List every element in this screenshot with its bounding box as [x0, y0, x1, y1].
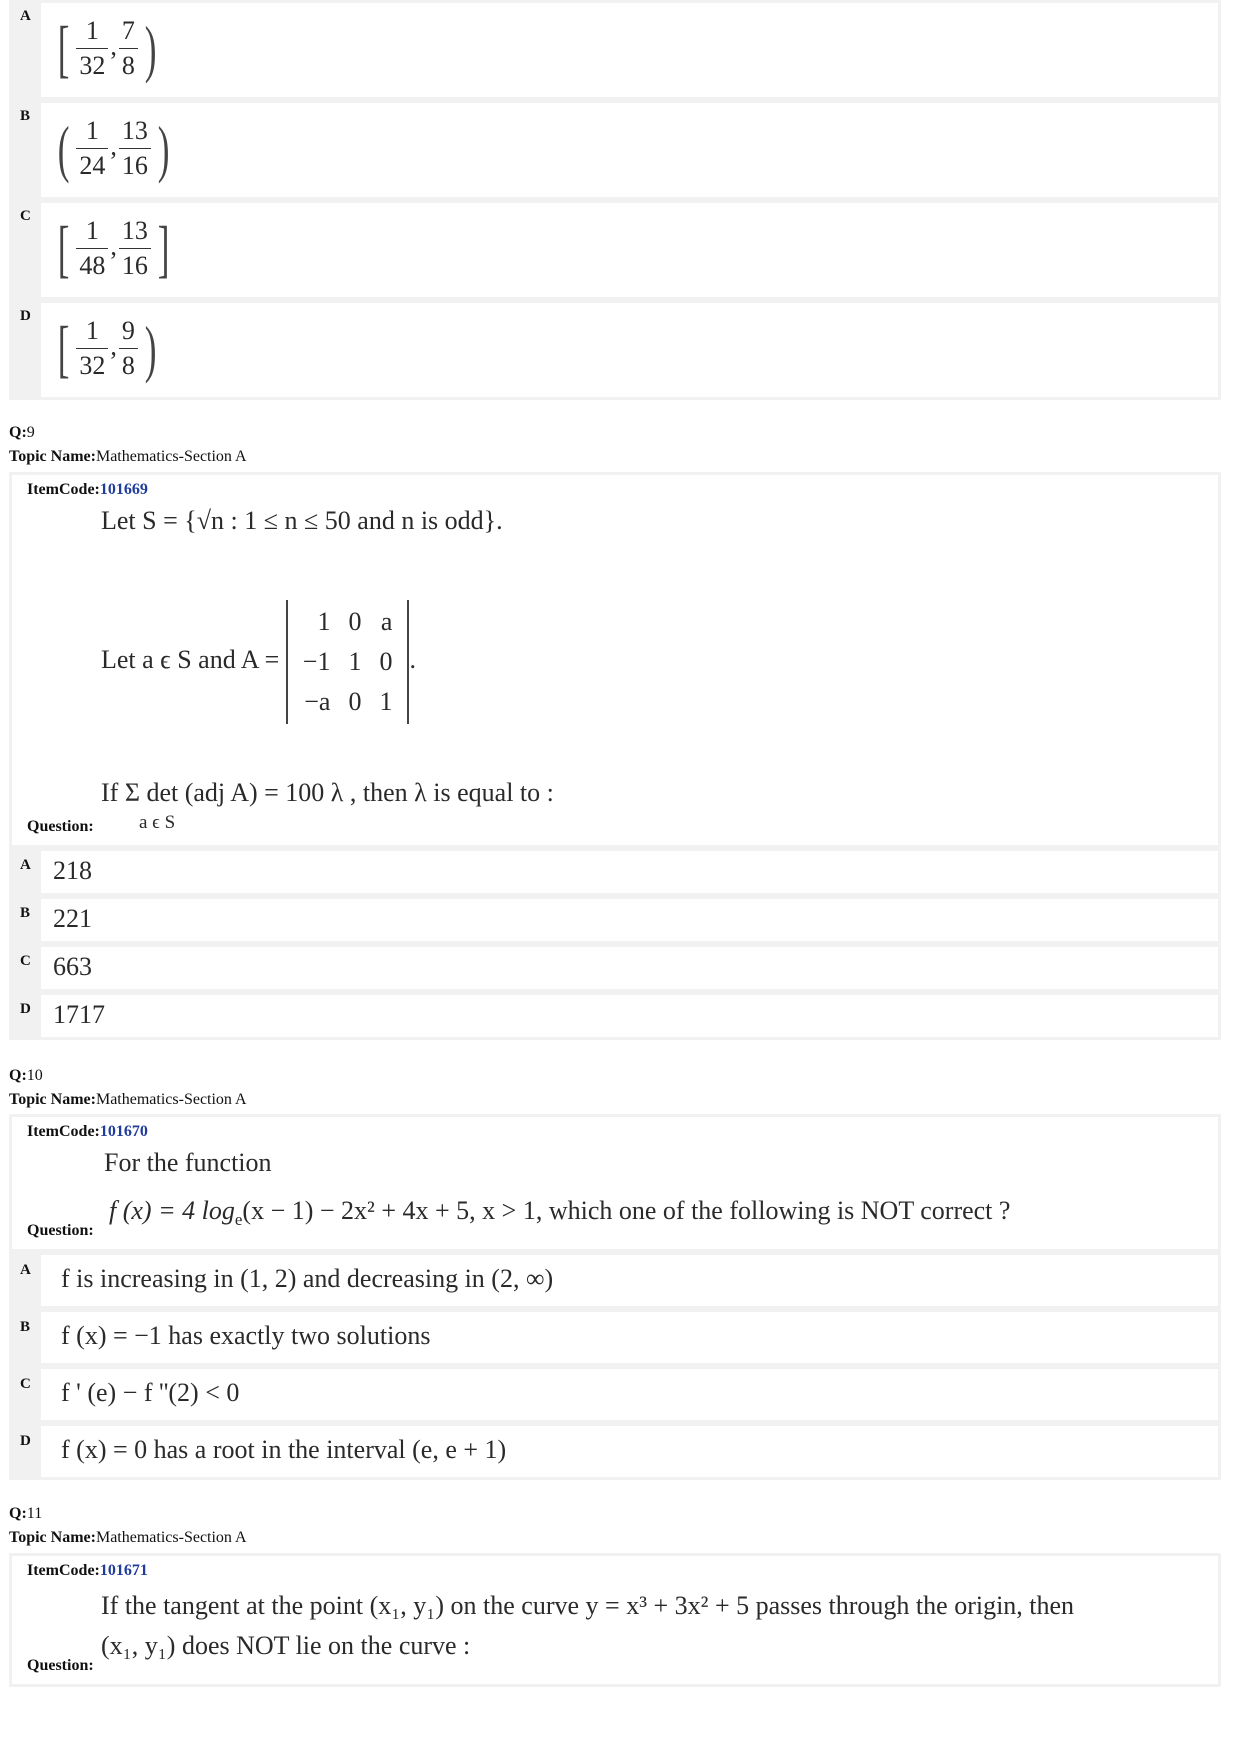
item-code: ItemCode:101670 — [27, 1123, 148, 1140]
q8-options — [9, 0, 1221, 400]
question-stem-line: f (x) = 4 $\log_e(x - 1) - 2x^2 + 4x + 5$, x > 1, which one of the following is NOT correct ? — [109, 1196, 1011, 1230]
question-number: Q:10 — [9, 1067, 43, 1084]
option-b[interactable]: B 221 — [9, 896, 1221, 944]
question-stem-line: (x₁, y₁) does NOT lie on the curve : — [101, 1631, 471, 1660]
matrix-a: 1 0 a −1 1 0 −a 0 1 — [286, 600, 410, 724]
option-a[interactable] — [9, 0, 1221, 100]
question-stem-line: Let S = {√n : 1 ≤ n ≤ 50 and n is odd}. — [101, 506, 503, 535]
option-letter: B — [20, 108, 31, 124]
q9-options — [9, 848, 1221, 1040]
question-label: Question: — [27, 1222, 94, 1239]
option-a[interactable]: A f is increasing in (1, 2) and decreasing in (2, ∞) — [9, 1252, 1221, 1309]
item-code: ItemCode:101671 — [27, 1562, 148, 1579]
q10-options — [9, 1252, 1221, 1480]
topic-name: Topic Name:Mathematics-Section A — [9, 1529, 247, 1546]
question-stem-line: If the tangent at the point (x₁, y₁) on the curve y = x³ + 3x² + 5 passes through the origin, then — [101, 1591, 1075, 1620]
option-a[interactable]: A 218 — [9, 848, 1221, 896]
topic-name: Topic Name:Mathematics-Section A — [9, 1091, 247, 1108]
sum-subscript: a ϵ S — [139, 812, 176, 833]
question-box — [9, 1114, 1221, 1252]
question-box — [9, 1553, 1221, 1687]
option-b[interactable] — [9, 100, 1221, 200]
option-d[interactable]: D f (x) = 0 has a root in the interval (e, e + 1) — [9, 1423, 1221, 1480]
option-letter: C — [20, 208, 31, 224]
question-stem-line: If Σ det (adj A) = 100 λ , then λ is equal to : — [101, 778, 554, 807]
option-c[interactable]: C 663 — [9, 944, 1221, 992]
option-interval: [ $\frac{1}{32}$ , $\frac{7}{8}$ ) — [57, 12, 157, 84]
item-code: ItemCode:101669 — [27, 481, 148, 498]
question-box — [9, 472, 1221, 848]
option-letter: D — [20, 308, 31, 324]
option-b[interactable]: B f (x) = −1 has exactly two solutions — [9, 1309, 1221, 1366]
option-interval: [ $\frac{1}{32}$ , $\frac{9}{8}$ ) — [57, 312, 157, 384]
topic-name: Topic Name:Mathematics-Section A — [9, 448, 247, 465]
option-c[interactable] — [9, 200, 1221, 300]
question-number: Q:11 — [9, 1505, 43, 1522]
option-interval: [ $\frac{1}{48}$ , $\frac{13}{16}$ ] — [57, 212, 170, 284]
option-interval: ( $\frac{1}{24}$ , $\frac{13}{16}$ ) — [57, 112, 170, 184]
question-stem-line: For the function — [104, 1148, 272, 1177]
question-label: Question: — [27, 818, 94, 835]
question-stem-matrix: Let a ϵ S and A = 1 0 a −1 1 0 −a 0 1 . — [101, 600, 416, 724]
question-label: Question: — [27, 1657, 94, 1674]
option-c[interactable]: C f ' (e) − f ''(2) < 0 — [9, 1366, 1221, 1423]
option-d[interactable] — [9, 300, 1221, 400]
option-letter: A — [20, 8, 31, 24]
option-d[interactable]: D 1717 — [9, 992, 1221, 1040]
question-number: Q:9 — [9, 424, 35, 441]
